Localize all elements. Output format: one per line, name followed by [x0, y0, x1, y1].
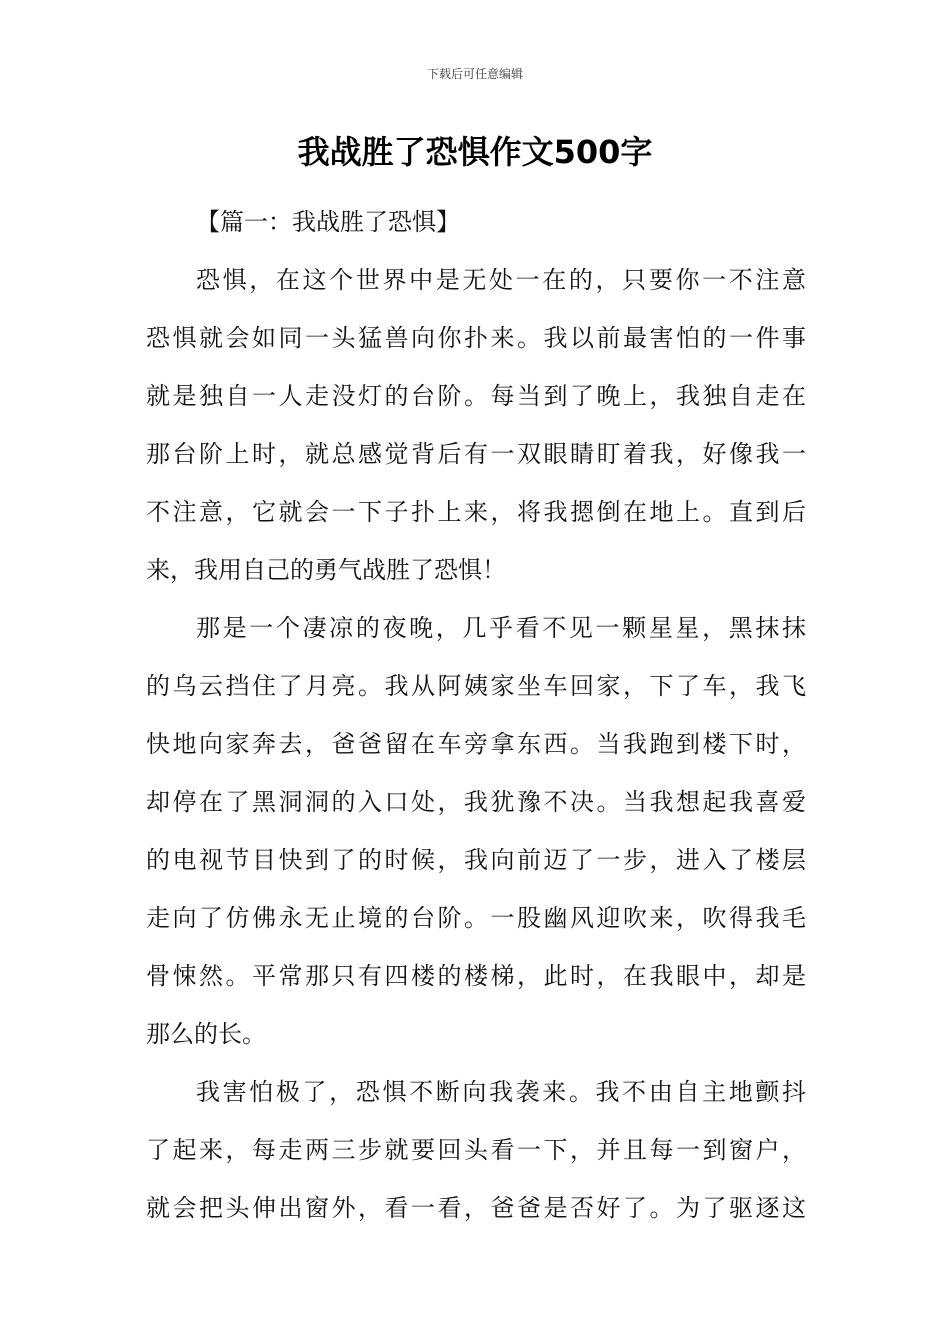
paragraph-line: 骨悚然。平常那只有四楼的楼梯，此时，在我眼中，却是	[146, 962, 806, 990]
paragraph-line: 了起来，每走两三步就要回头看一下，并且每一到窗户，	[146, 1136, 806, 1164]
essay-body	[146, 193, 806, 1237]
paragraph-2	[146, 599, 806, 1063]
paragraph-line: 那台阶上时，就总感觉背后有一双眼睛盯着我，好像我一	[146, 440, 806, 468]
paragraph-line: 我害怕极了，恐惧不断向我袭来。我不由自主地颤抖	[196, 1078, 806, 1106]
paragraph-line: 那么的长。	[146, 1020, 266, 1048]
paragraph-line: 来，我用自己的勇气战胜了恐惧！	[146, 556, 506, 584]
paragraph-line: 快地向家奔去，爸爸留在车旁拿东西。当我跑到楼下时，	[146, 730, 806, 758]
paragraph-line: 就是独自一人走没灯的台阶。每当到了晚上，我独自走在	[146, 382, 806, 410]
paragraph-line: 那是一个凄凉的夜晚，几乎看不见一颗星星，黑抹抹	[196, 614, 806, 642]
paragraph-1	[146, 251, 806, 599]
paragraph-line: 恐惧就会如同一头猛兽向你扑来。我以前最害怕的一件事	[146, 324, 806, 352]
paragraph-line: 不注意，它就会一下子扑上来，将我摁倒在地上。直到后	[146, 498, 806, 526]
header-note: 下载后可任意编辑	[426, 67, 523, 81]
section-heading: 【篇一：我战胜了恐惧】	[196, 208, 460, 236]
paragraph-line: 恐惧，在这个世界中是无处一在的，只要你一不注意	[196, 266, 806, 294]
paragraph-line: 却停在了黑洞洞的入口处，我犹豫不决。当我想起我喜爱	[146, 788, 806, 816]
paragraph-3	[146, 1063, 806, 1237]
document-title: 我战胜了恐惧作文500字	[297, 133, 653, 171]
paragraph-line: 就会把头伸出窗外，看一看，爸爸是否好了。为了驱逐这	[146, 1194, 806, 1222]
paragraph-line: 的乌云挡住了月亮。我从阿姨家坐车回家，下了车，我飞	[146, 672, 806, 700]
paragraph-line: 的电视节目快到了的时候，我向前迈了一步，进入了楼层	[146, 846, 806, 874]
paragraph-line: 走向了仿佛永无止境的台阶。一股幽风迎吹来，吹得我毛	[146, 904, 806, 932]
